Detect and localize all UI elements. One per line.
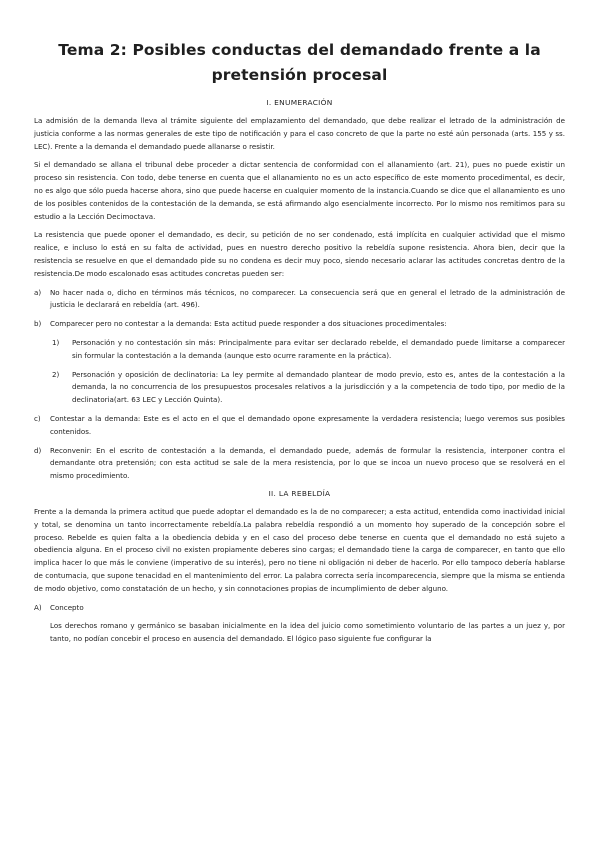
list-item-text: Personación y oposición de declinatoria: La ley permite al demandado plantear de modo previo, esto es, antes de la contestación a la demanda, la no concurrencia de los presupuestos procesales relativos a la jurisdicción y a la competencia de todo tipo, por medio de la declinatoria(art. 63 LEC y Lección Quinta). [72, 369, 565, 405]
list-item-a [34, 287, 565, 313]
document-title: Tema 2: Posibles conductas del demandado frente a la pretensión procesal [58, 41, 541, 84]
list-item-text: Comparecer pero no contestar a la demanda: Esta actitud puede responder a dos situaciones procedimentales: [50, 319, 447, 329]
sublist-item-1 [34, 337, 565, 363]
list-item-text: Contestar a la demanda: Este es el acto en el que el demandado opone expresamente la verdadera resistencia; luego veremos sus posibles contenidos. [50, 413, 565, 436]
list-item-b [34, 318, 565, 331]
subheading-concepto [34, 602, 565, 615]
paragraph-admision: La admisión de la demanda lleva al trámite siguiente del emplazamiento del demandado, que debe realizar el letrado de la administración de justicia conforme a las normas generales de este tipo de notificación y para el caso concreto de que la parte no esté aún personada (arts. 155 y ss. LEC). Frente a la demanda el demandado puede allanarse o resistir. [34, 116, 565, 151]
sublist-item-2 [34, 369, 565, 407]
list-marker: 1) [52, 337, 60, 347]
list-marker: b) [34, 319, 42, 329]
section-heading-enumeracion: I. ENUMERACIÓN [266, 98, 333, 107]
paragraph-concepto: Los derechos romano y germánico se basaban inicialmente en la idea del juicio como sometimiento voluntario de las partes a un juez y, por tanto, no podían concebir el proceso en ausencia del demandado. El lógico paso siguiente fue configurar la [50, 621, 565, 644]
paragraph-allanamiento: Si el demandado se allana el tribunal debe proceder a dictar sentencia de conformidad con el allanamiento (art. 21), pues no puede existir un proceso sin resistencia. Con todo, debe tenerse en cuenta que el allanamiento no es un acto específico de este momento procedimental, es decir, no es algo que sólo pueda hacerse ahora, sino que puede hacerse en cualquier momento de la instancia.Cuando se dice que el allanamiento es uno de los posibles contenidos de la contestación de la demanda, se está afirmando algo esencialmente incorrecto. Por lo mismo nos remitimos para su estudio a la Lección Decimoctava. [34, 160, 565, 221]
subheading-label: Concepto [50, 602, 84, 612]
list-marker: d) [34, 445, 42, 455]
list-marker: c) [34, 413, 41, 423]
list-marker: A) [34, 602, 42, 612]
list-item-c [34, 413, 565, 439]
list-marker: 2) [52, 369, 60, 379]
list-marker: a) [34, 287, 42, 297]
list-item-text: Reconvenir: En el escrito de contestación a la demanda, el demandado puede, además de formular la resistencia, interponer contra el demandante otra pretensión; con esta actitud se sale de la mera resistencia, por lo que se incoa un nuevo proceso que se resolverá en el mismo procedimiento. [50, 445, 565, 481]
paragraph-resistencia: La resistencia que puede oponer el demandado, es decir, su petición de no ser condenado, está implícita en cualquier actividad que el mismo realice, e incluso lo está en su falta de actividad, pues en nuestro derecho positivo la rebeldía supone resistencia. Ahora bien, decir que la resistencia se resuelve en que el demandado pide su no condena es decir muy poco, siendo necesario aclarar las actitudes concretas dentro de la resistencia.De modo escalonado esas actitudes concretas pueden ser: [34, 230, 565, 278]
section-heading-rebeldia: II. LA REBELDÍA [268, 488, 331, 498]
list-item-text: Personación y no contestación sin más: Principalmente para evitar ser declarado rebelde, el demandado puede limitarse a comparecer sin formular la contestación a la demanda (aunque esto ocurre raramente en la práctica). [72, 337, 565, 360]
paragraph-rebeldia: Frente a la demanda la primera actitud que puede adoptar el demandado es la de no comparecer; a esta actitud, entendida como inactividad inicial y total, se denomina un tanto incorrectamente rebeldía.La palabra rebeldía respondió a un momento hoy superado de la concepción sobre el proceso. Rebelde es quien falta a la obediencia debida y en el caso del proceso debe tenerse en cuenta que el demandado no está sujeto a obediencia alguna. En el proceso civil no existen propiamente deberes sino cargas; el demandado tiene la carga de comparecer, en tanto que ello implica hacer lo que más le conviene (imperativo de su interés), pero no tiene ni obligación ni deber de hacerlo. Por ello tampoco debería hablarse de contumacia, que supone tenacidad en el mantenimiento del error. La palabra correcta sería incomparecencia, siempre que la misma se entienda de modo objetivo, como constatación de un hecho, y sin connotaciones propias de incumplimiento de deber alguno. [34, 506, 565, 593]
list-item-text: No hacer nada o, dicho en términos más técnicos, no comparecer. La consecuencia será que en general el letrado de la administración de justicia le declarará en rebeldía (art. 496). [50, 287, 565, 310]
list-item-d [34, 445, 565, 483]
